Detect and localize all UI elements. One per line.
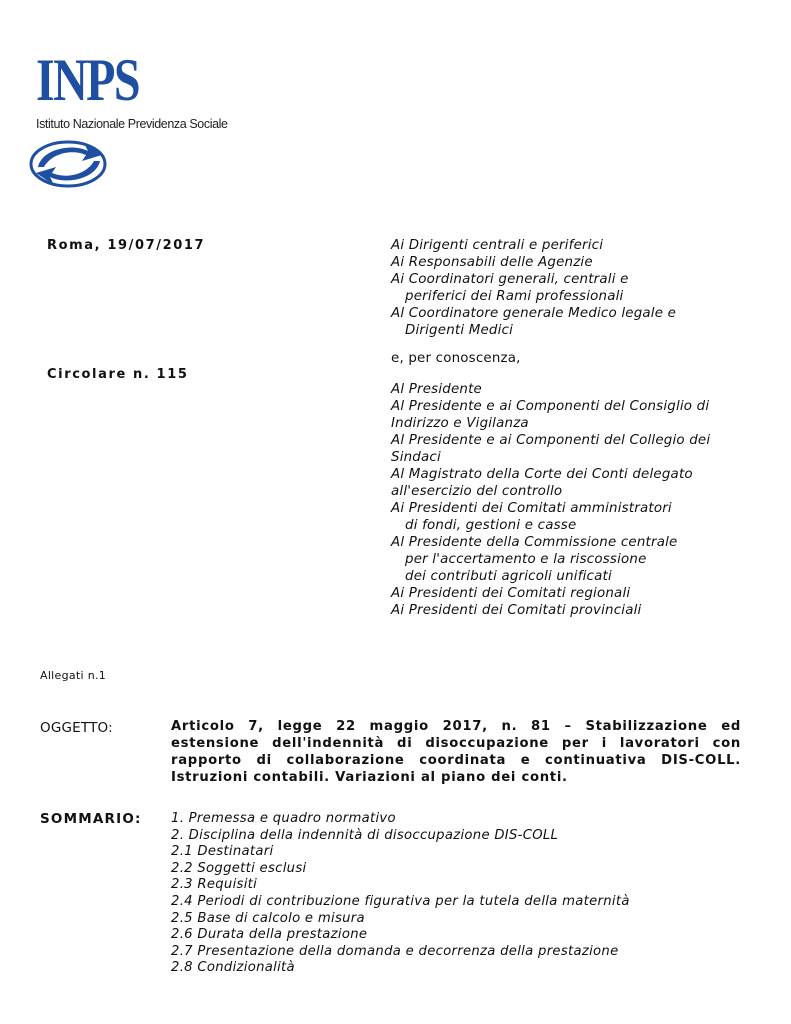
oggetto-label: OGGETTO:: [40, 720, 113, 736]
place-date: Roma, 19/07/2017: [47, 238, 206, 253]
sommario-item: 2. Disciplina della indennità di disoccupazione DIS-COLL: [171, 827, 559, 843]
cc-line: di fondi, gestioni e casse: [405, 518, 577, 533]
cc-line: Sindaci: [391, 450, 441, 465]
cc-line: all'esercizio del controllo: [391, 484, 563, 499]
allegati: Allegati n.1: [40, 669, 107, 682]
inps-arrows-icon: [28, 137, 112, 191]
sommario-item: 2.2 Soggetti esclusi: [171, 860, 307, 876]
recipient-line: Ai Responsabili delle Agenzie: [391, 255, 593, 270]
cc-line: Indirizzo e Vigilanza: [391, 416, 529, 431]
cc-line: per l'accertamento e la riscossione: [405, 552, 647, 567]
recipient-line: Ai Coordinatori generali, centrali e: [391, 272, 629, 287]
sommario-label: SOMMARIO:: [40, 811, 142, 827]
recipients-block: [391, 237, 771, 619]
sommario-list: [171, 811, 630, 977]
cc-line: Al Presidente della Commissione centrale: [391, 535, 678, 550]
logo-subtitle: Istituto Nazionale Previdenza Sociale: [36, 117, 228, 131]
recipient-line: periferici dei Rami professionali: [405, 289, 624, 304]
sommario-item: 2.3 Requisiti: [171, 877, 258, 893]
cc-line: Al Magistrato della Corte dei Conti delegato: [391, 467, 693, 482]
cc-line: Ai Presidenti dei Comitati amministratori: [391, 501, 672, 516]
inps-logo: [28, 44, 258, 192]
sommario-item: 2.1 Destinatari: [171, 844, 274, 860]
recipient-line: Al Coordinatore generale Medico legale e: [391, 306, 677, 321]
cc-label: e, per conoscenza,: [391, 351, 521, 366]
sommario-item: 2.6 Durata della prestazione: [171, 927, 368, 943]
cc-line: dei contributi agricoli unificati: [405, 569, 612, 584]
sommario-item: 2.4 Periodi di contribuzione figurativa per la tutela della maternità: [171, 893, 630, 909]
cc-line: Ai Presidenti dei Comitati regionali: [391, 586, 631, 601]
oggetto-text: Articolo 7, legge 22 maggio 2017, n. 81 – Stabilizzazione ed estensione dell'indennità di disoccupazione per i lavoratori con rapporto di collaborazione coordinata e continuativa DIS-COLL. Istruzioni contabili. Variazioni al piano dei conti.: [171, 719, 741, 785]
circolare-number: Circolare n. 115: [47, 367, 189, 382]
logo-wordmark: INPS: [36, 47, 139, 113]
cc-line: Al Presidente e ai Componenti del Collegio dei: [391, 433, 711, 448]
cc-line: Al Presidente: [391, 382, 482, 397]
sommario-item: 2.7 Presentazione della domanda e decorrenza della prestazione: [171, 943, 619, 959]
sommario-item: 2.5 Base di calcolo e misura: [171, 910, 365, 926]
sommario-item: 2.8 Condizionalità: [171, 960, 295, 976]
sommario-item: 1. Premessa e quadro normativo: [171, 811, 396, 826]
cc-line: Al Presidente e ai Componenti del Consiglio di: [391, 399, 710, 414]
recipient-line: Dirigenti Medici: [405, 323, 514, 338]
recipient-line: Ai Dirigenti centrali e periferici: [391, 238, 604, 253]
cc-line: Ai Presidenti dei Comitati provinciali: [391, 603, 642, 618]
